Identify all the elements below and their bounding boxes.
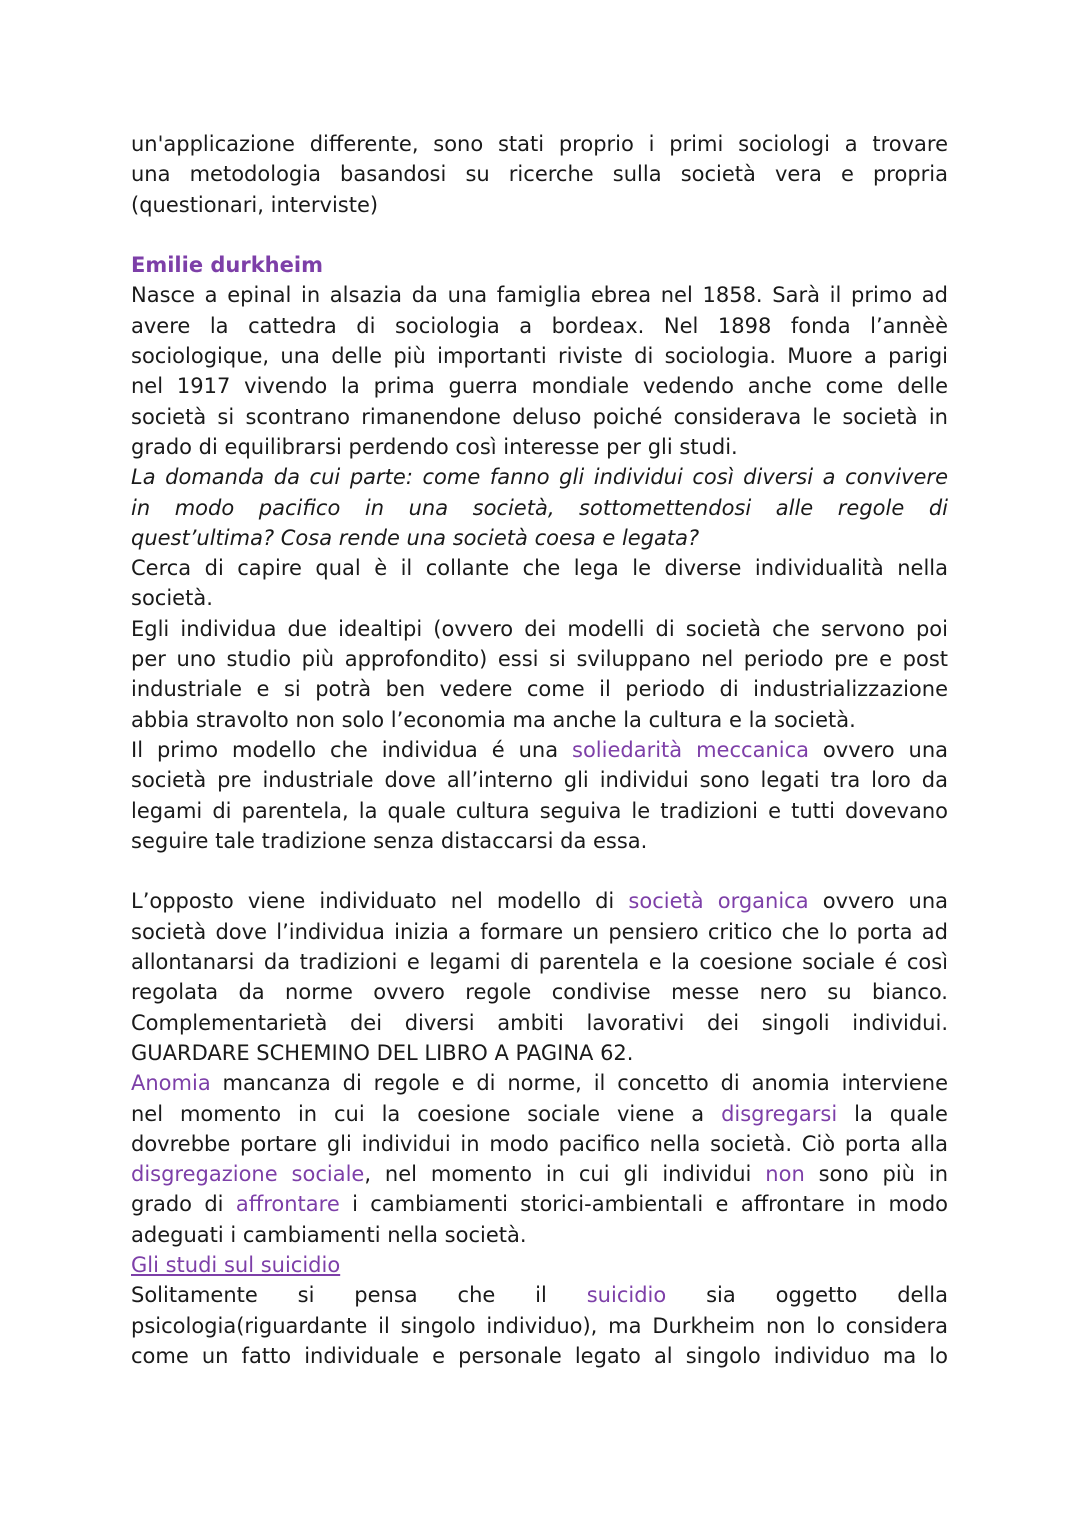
term-suicidio: suicidio	[586, 1283, 667, 1308]
text-line: società.	[131, 586, 213, 611]
term-disgregarsi: disgregarsi	[721, 1101, 838, 1126]
text-line: grado di equilibrarsi perdendo così interesse per gli studi.	[131, 434, 738, 459]
text-run: nel momento in cui la coesione sociale viene a	[131, 1101, 722, 1126]
text-line: nel 1917 vivendo la prima guerra mondiale vedendo anche come delle	[131, 374, 948, 399]
text-line: GUARDARE SCHEMINO DEL LIBRO A PAGINA 62.	[131, 1040, 634, 1065]
text-line: abbia stravolto non solo l’economia ma anche la cultura e la società.	[131, 707, 856, 732]
text-run: la quale	[837, 1101, 948, 1126]
text-line: adeguati i cambiamenti nella società.	[131, 1222, 527, 1247]
text-line: un'applicazione differente, sono stati proprio i primi sociologi a trovare	[131, 132, 948, 156]
text-run: i cambiamenti storici-ambientali e affrontare in modo	[339, 1192, 948, 1217]
term-affrontare: affrontare	[235, 1192, 340, 1217]
text-line: società pre industriale dove all’interno gli individui sono legati tra loro da	[131, 768, 948, 793]
text-line: allontanarsi da tradizioni e legami di parentela e la coesione sociale é così	[131, 950, 948, 975]
text-line: seguire tale tradizione senza distaccarsi da essa.	[131, 828, 648, 853]
question-line: quest’ultima? Cosa rende una società coesa e legata?	[131, 525, 700, 550]
text-line	[131, 735, 948, 765]
text-line	[131, 1159, 948, 1189]
question-line: La domanda da cui parte: come fanno gli individui così diversi a convivere	[131, 465, 948, 490]
text-run: Il primo modello che individua é una	[131, 737, 573, 762]
text-line: Egli individua due idealtipi (ovvero dei modelli di società che servono poi	[131, 616, 948, 641]
text-line: dovrebbe portare gli individui in modo pacifico nella società. Ciò porta alla	[131, 1131, 948, 1156]
text-run: mancanza di regole e di norme, il concetto di anomia interviene	[210, 1071, 948, 1096]
text-line: Nasce a epinal in alsazia da una famiglia ebrea nel 1858. Sarà il primo ad	[131, 283, 948, 308]
term-solidarieta-meccanica: soliedarità meccanica	[572, 737, 809, 762]
text-line	[131, 886, 948, 916]
text-line: per uno studio più approfondito) essi si sviluppano nel periodo pre e post	[131, 647, 948, 672]
link-line	[131, 1250, 948, 1280]
text-line: una metodologia basandosi su ricerche sulla società vera e propria	[131, 162, 948, 187]
text-line	[131, 1099, 948, 1129]
text-run: L’opposto viene individuato nel modello di	[131, 889, 629, 914]
term-anomia: Anomia	[131, 1071, 211, 1096]
text-line: società si scontrano rimanendone deluso poiché considerava le società in	[131, 404, 948, 429]
text-line: industriale e si potrà ben vedere come il periodo di industrializzazione	[131, 677, 948, 702]
text-line	[131, 1189, 948, 1219]
text-run: sono più in	[804, 1162, 949, 1187]
document-page	[131, 129, 948, 1371]
text-line: Cerca di capire qual è il collante che lega le diverse individualità nella	[131, 556, 948, 581]
term-non: non	[765, 1162, 805, 1187]
text-line: (questionari, interviste)	[131, 192, 379, 217]
text-line: Complementarietà dei diversi ambiti lavorativi dei singoli individui.	[131, 1010, 948, 1035]
term-societa-organica: società organica	[628, 889, 809, 914]
suicide-studies-link[interactable]: Gli studi sul suicidio	[131, 1252, 341, 1277]
text-line: legami di parentela, la quale cultura seguiva le tradizioni e tutti dovevano	[131, 798, 948, 823]
text-run: sia oggetto della	[666, 1283, 949, 1308]
question-line: in modo pacifico in una società, sottomettendosi alle regole di	[131, 495, 948, 520]
text-run: ovvero una	[808, 889, 948, 914]
section-heading: Emilie durkheim	[131, 253, 323, 278]
text-line	[131, 1068, 948, 1098]
text-run: ovvero una	[809, 737, 949, 762]
text-line: sociologique, una delle più importanti riviste di sociologia. Muore a parigi	[131, 344, 948, 369]
text-line: regolata da norme ovvero regole condivise messe nero su bianco.	[131, 980, 948, 1005]
term-disgregazione-sociale: disgregazione sociale	[131, 1162, 365, 1187]
text-run: , nel momento in cui gli individui	[364, 1162, 766, 1187]
text-line: avere la cattedra di sociologia a bordeax. Nel 1898 fonda l’annèè	[131, 313, 948, 338]
text-line: società dove l’individua inizia a formare un pensiero critico che lo porta ad	[131, 919, 948, 944]
text-line: psicologia(riguardante il singolo individuo), ma Durkheim non lo considera	[131, 1313, 948, 1338]
text-run: grado di	[131, 1192, 236, 1217]
text-line: come un fatto individuale e personale legato al singolo individuo ma lo	[131, 1343, 948, 1368]
text-line	[131, 1280, 948, 1310]
text-run: Solitamente si pensa che il	[131, 1283, 587, 1308]
